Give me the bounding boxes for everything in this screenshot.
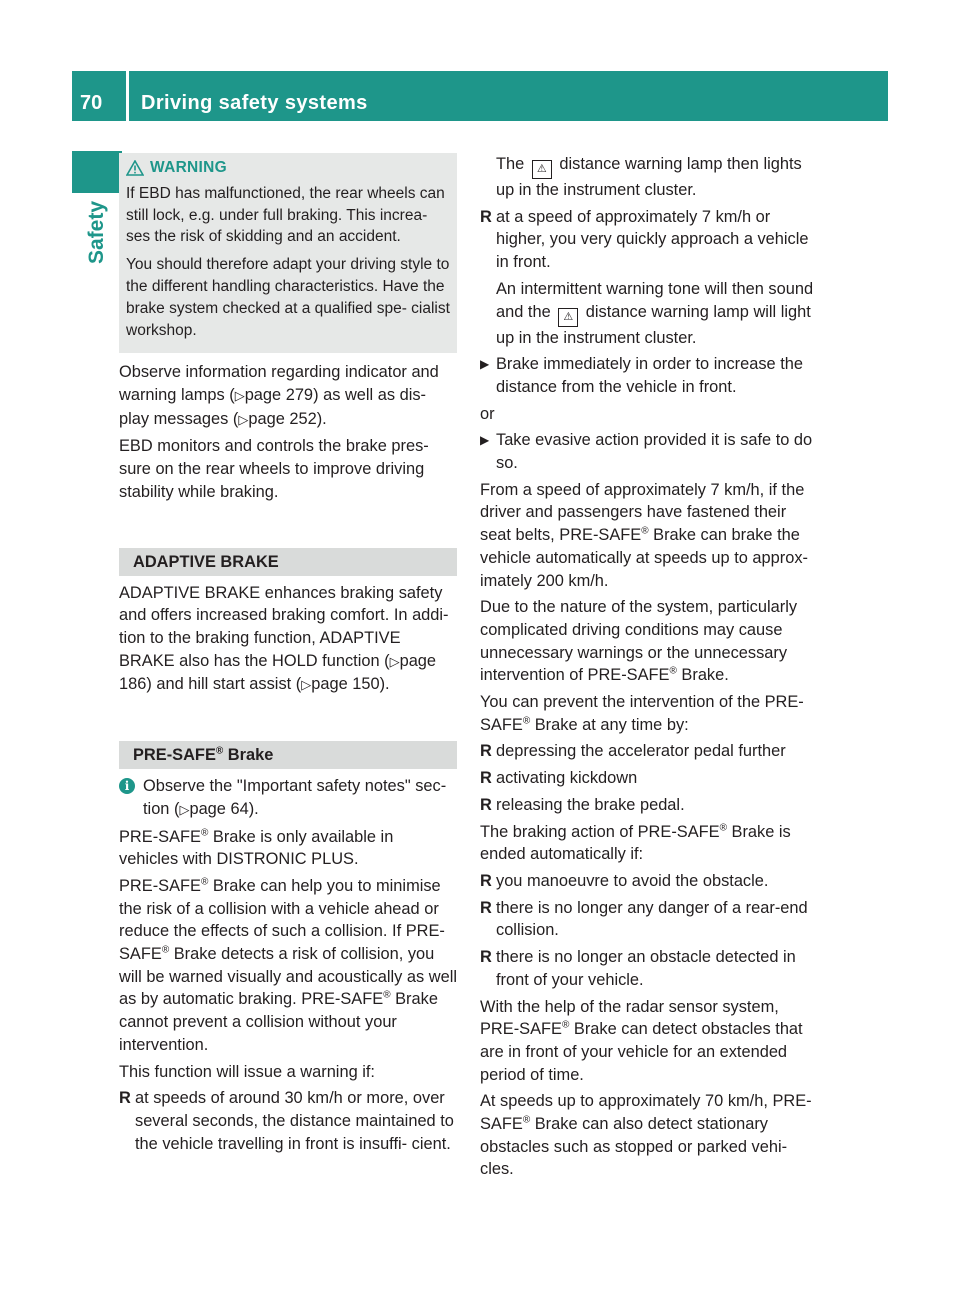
step-arrow-icon: ▶ — [480, 357, 490, 372]
ref-arrow-icon: ▷ — [389, 653, 400, 669]
section-heading-pre-safe-brake: PRE-SAFE® Brake — [119, 741, 457, 769]
page-reference-link[interactable]: page 252 — [248, 409, 317, 428]
instruction-step: ▶ Brake immediately in order to increase the distance from the vehicle in front. — [480, 353, 814, 398]
paragraph-speed: From a speed of approximately 7 km/h, if the driver and passengers have fastened their seat belts, PRE-SAFE® Brake can brake the vehicle automatically at speeds up to approx- imately 200 km/h. — [480, 480, 808, 590]
page-reference-link[interactable]: page 150 — [311, 675, 380, 694]
paragraph-stationary: At speeds up to approximately 70 km/h, PRE- SAFE® Brake can also detect stationary obstacles such as stopped or parked vehi- cles. — [480, 1092, 812, 1179]
paragraph-nature: Due to the nature of the system, particularly complicated driving conditions may cause unnecessary warnings or the unnecessary intervention of PRE-SAFE® Brake. — [480, 598, 798, 685]
bullet-marker: R — [480, 207, 492, 226]
warning-paragraph-1: If EBD has malfunctioned, the rear wheels can still lock, e.g. under full braking. This increa- ses the risk of skidding and an accident. — [126, 184, 445, 246]
paragraph-ebd: EBD monitors and controls the brake pres- sure on the rear wheels to improve driving stability while braking. — [119, 437, 429, 501]
distance-warning-lamp-icon: ⚠ — [532, 160, 552, 179]
header-divider — [126, 71, 129, 121]
ref-arrow-icon: ▷ — [301, 677, 312, 693]
warning-heading — [126, 157, 450, 179]
paragraph-ended: The braking action of PRE-SAFE® Brake is ended automatically if: — [480, 822, 791, 864]
list-item: R at speeds of around 30 km/h or more, over several seconds, the distance maintained to the vehicle travelling in front is insuffi- cient. — [119, 1087, 457, 1155]
warning-triangle-icon — [126, 160, 144, 176]
page-reference-link[interactable]: page 186 — [119, 651, 437, 694]
paragraph-observe: Observe information regarding indicator and warning lamps (▷page 279) as well as dis- play messages (▷page 252). — [119, 363, 439, 428]
list-item: R depressing the accelerator pedal further — [480, 742, 786, 761]
page-reference-link[interactable]: page 279 — [244, 386, 314, 405]
bullet-marker: R — [119, 1089, 131, 1108]
warning-box — [119, 153, 457, 353]
list-item: R there is no longer any danger of a rear-end collision. — [480, 898, 808, 940]
side-tab-label: Safety — [85, 200, 108, 264]
list-item: R at a speed of approximately 7 km/h or higher, you very quickly approach a vehicle in front. An intermittent warning tone will then sound and the ⚠ distance warning lamp will light up in the instrument cluster. — [480, 206, 814, 350]
or-text: or — [480, 404, 495, 423]
page-title: Driving safety systems — [141, 92, 368, 114]
instruction-step: ▶ Take evasive action provided it is safe to do so. — [480, 429, 814, 474]
right-column — [480, 153, 814, 1185]
page-number: 70 — [80, 92, 103, 114]
list-item: R releasing the brake pedal. — [480, 795, 685, 814]
info-icon: i — [119, 778, 135, 794]
ref-arrow-icon: ▷ — [179, 801, 190, 817]
section-heading-adaptive-brake: ADAPTIVE BRAKE — [119, 548, 457, 576]
paragraph-prevent: You can prevent the intervention of the PRE- SAFE® Brake at any time by: — [480, 693, 804, 734]
paragraph-help: PRE-SAFE® Brake can help you to minimise the risk of a collision with a vehicle ahead or reduce the effects of such a collision. If PRE- SAFE® Brake detects a risk of collision, you will be warned visually and acoustically as well as by automatic braking. PRE-SAFE® Brake cannot prevent a collision without your intervention. — [119, 876, 457, 1054]
step-arrow-icon: ▶ — [480, 433, 490, 448]
ref-arrow-icon: ▷ — [238, 411, 249, 427]
left-column — [119, 153, 457, 1159]
paragraph-availability: PRE-SAFE® Brake is only available in vehicles with DISTRONIC PLUS. — [119, 827, 394, 869]
lamp-note: The ⚠ distance warning lamp then lights up in the instrument cluster. — [496, 155, 802, 199]
warning-heading-text: WARNING — [150, 159, 228, 176]
info-note — [119, 775, 457, 821]
paragraph-radar: With the help of the radar sensor system, PRE-SAFE® Brake can detect obstacles that are in front of your vehicle for an extended period of time. — [480, 997, 803, 1084]
side-tab-marker — [72, 151, 122, 193]
info-note-text: Observe the "Important safety notes" sec- tion (▷page 64). — [143, 777, 447, 818]
warning-paragraph-2: You should therefore adapt your driving style to the different handling characteristics. Have the brake system checked at a qualified spe- cialist workshop. — [126, 256, 450, 339]
list-item: R you manoeuvre to avoid the obstacle. — [480, 871, 769, 890]
ref-arrow-icon: ▷ — [234, 388, 245, 404]
paragraph-issue-warning: This function will issue a warning if: — [119, 1062, 375, 1081]
list-item: R there is no longer an obstacle detected in front of your vehicle. — [480, 948, 796, 989]
list-item: R activating kickdown — [480, 769, 638, 788]
page-reference-link[interactable]: page 64 — [189, 799, 249, 818]
distance-warning-lamp-icon: ⚠ — [558, 308, 578, 327]
paragraph-adaptive-brake: ADAPTIVE BRAKE enhances braking safety and offers increased braking comfort. In addi- tion to the braking function, ADAPTIVE BRAKE also has the HOLD function (▷page 186) and hill start assist (▷page 150). — [119, 583, 449, 694]
